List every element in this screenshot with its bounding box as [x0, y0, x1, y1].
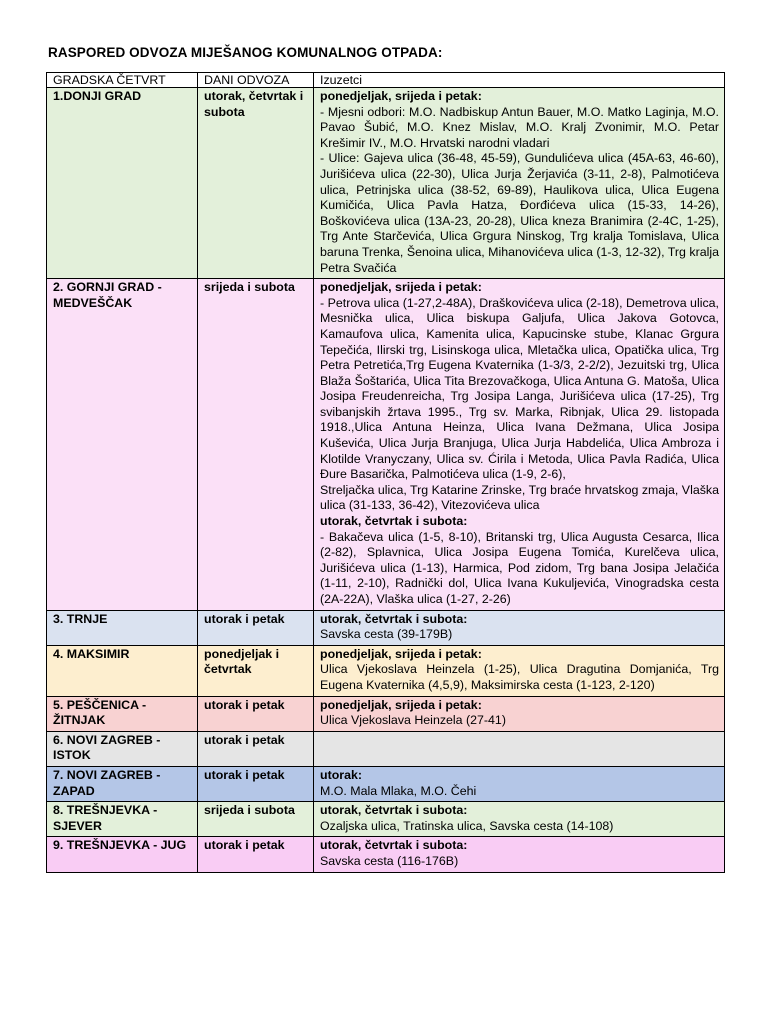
exception-days-heading: utorak, četvrtak i subota: — [320, 611, 468, 626]
days-cell: utorak, četvrtak i subota — [198, 88, 314, 279]
district-cell: 3. TRNJE — [47, 610, 198, 645]
district-cell: 4. MAKSIMIR — [47, 645, 198, 696]
exception-streets: Ulica Vjekoslava Heinzela (1-25), Ulica Dragutina Domjanića, Trg Eugena Kvaternika (4,5,9), Maksimirska cesta (1-123, 2-120) — [320, 662, 719, 692]
district-cell: 1.DONJI GRAD — [47, 88, 198, 279]
exception-days-heading: ponedjeljak, srijeda i petak: — [320, 280, 482, 295]
days-cell: utorak i petak — [198, 837, 314, 872]
exception-streets: - Ulice: Gajeva ulica (36-48, 45-59), Gundulićeva ulica (45A-63, 46-60), Jurišićeva ulica (22-30), Ulica Jurja Žerjavića (3-11, 2-8), Palmotićeva ulica, Petrinjska ulica (38-52, 69-89), Haulikova ulica, Ulica Eugena Kumičića, Ulica Pavla Hatza, Đorđićeva ulica (15-33, 14-26), Boškovićeva ulica (13A-23, 20-28), Ulica kneza Branimira (2-4C, 1-25), Trg Ante Starčevića, Ulica Grgura Ninskog, Trg kralja Tomislava, Ulica baruna Trenka, Šenoina ulica, Mihanovićeva ulica (1-3, 12-32), Trg kralja Petra Svačića — [320, 151, 719, 275]
exceptions-cell — [314, 837, 725, 872]
exceptions-cell — [314, 802, 725, 837]
collection-schedule-table — [46, 72, 725, 873]
exception-days-heading: utorak, četvrtak i subota: — [320, 838, 468, 853]
district-cell: 6. NOVI ZAGREB - ISTOK — [47, 731, 198, 766]
exception-streets: Streljačka ulica, Trg Katarine Zrinske, Trg braće hrvatskog zmaja, Vlaška ulica (31-133, 36-42), Vitezovićeva ulica — [320, 482, 719, 513]
exceptions-cell — [314, 279, 725, 610]
district-cell: 9. TREŠNJEVKA - JUG — [47, 837, 198, 872]
exception-streets: Savska cesta (39-179B) — [320, 627, 453, 642]
exception-days-heading: utorak: — [320, 767, 362, 782]
table-row — [47, 837, 725, 872]
exceptions-cell — [314, 696, 725, 731]
table-row — [47, 696, 725, 731]
days-cell: srijeda i subota — [198, 279, 314, 610]
table-row — [47, 645, 725, 696]
exceptions-cell — [314, 766, 725, 801]
table-header-row — [47, 73, 725, 88]
exception-days-heading: ponedjeljak, srijeda i petak: — [320, 646, 482, 661]
days-cell: ponedjeljak i četvrtak — [198, 645, 314, 696]
table-row — [47, 766, 725, 801]
exception-streets: Ozaljska ulica, Tratinska ulica, Savska cesta (14-108) — [320, 818, 614, 833]
exception-streets: Savska cesta (116-176B) — [320, 853, 459, 868]
exceptions-cell — [314, 731, 725, 766]
document-title: RASPORED ODVOZA MIJEŠANOG KOMUNALNOG OTPADA: — [48, 45, 443, 60]
district-cell: 2. GORNJI GRAD - MEDVEŠČAK — [47, 279, 198, 610]
days-cell: srijeda i subota — [198, 802, 314, 837]
exception-days-heading: utorak, četvrtak i subota: — [320, 514, 468, 529]
exception-streets: - Bakačeva ulica (1-5, 8-10), Britanski trg, Ulica Augusta Cesarca, Ilica (2-82), Splavnica, Ulica Josipa Eugena Tomića, Kurelčeva ulica, Jurišićeva ulica (1-13), Harmica, Pod zidom, Trg bana Josipa Jelačića (1-11, 2-10), Radnički dol, Ulica Ivana Kukuljevića, Vinogradska cesta (2A-22A), Vlaška ulica (1-27, 2-26) — [320, 529, 719, 606]
exception-streets: M.O. Mala Mlaka, M.O. Čehi — [320, 783, 477, 798]
table-row — [47, 610, 725, 645]
district-cell: 7. NOVI ZAGREB - ZAPAD — [47, 766, 198, 801]
table-row — [47, 731, 725, 766]
table-row — [47, 802, 725, 837]
exception-streets: Ulica Vjekoslava Heinzela (27-41) — [320, 713, 506, 728]
exception-days-heading: ponedjeljak, srijeda i petak: — [320, 697, 482, 712]
district-cell: 8. TREŠNJEVKA - SJEVER — [47, 802, 198, 837]
table-body — [47, 88, 725, 873]
exception-days-heading: ponedjeljak, srijeda i petak: — [320, 89, 482, 103]
district-cell: 5. PEŠČENICA - ŽITNJAK — [47, 696, 198, 731]
header-exceptions: Izuzetci — [314, 73, 725, 88]
days-cell: utorak i petak — [198, 731, 314, 766]
days-cell: utorak i petak — [198, 696, 314, 731]
days-cell: utorak i petak — [198, 610, 314, 645]
exception-streets: - Petrova ulica (1-27,2-48A), Draškovićeva ulica (2-18), Demetrova ulica, Mesnička ulica, Ulica biskupa Galjufa, Ulica Jakova Gotovca, Kamaufova ulica, Kamenita ulica, Kapucinske stube, Klanac Grgura Tepečića, Ilirski trg, Lisinskoga ulica, Mletačka ulica, Opatička ulica, Trg Petra Petretića,Trg Eugena Kvaternika (1-3/3, 2-2/2), Jezuitski trg, Ulica Blaža Šoštarića, Ulica Tita Brezovačkoga, Ulica Antuna G. Matoša, Ulica Josipa Freudenreicha, Trg Josipa Langa, Jurišićeva ulica (17-25), Trg svibanjskih žrtava 1995., Trg sv. Marka, Ribnjak, Ulica 29. listopada 1918.,Ulica Antuna Heinza, Ulica Ivana Dežmana, Ulica Josipa Kuševića, Ulica Jurja Branjuga, Ulica Jurja Habdelića, Ulica Ambroza i Klotilde Vranyczany, Ulica sv. Ćirila i Metoda, Ulica Pavla Radića, Ulica Đure Basaričkа, Palmotićeva ulica (1-9, 2-6), — [320, 295, 719, 482]
exceptions-cell — [314, 610, 725, 645]
exceptions-cell — [314, 88, 725, 279]
table-row — [47, 88, 725, 279]
exceptions-cell — [314, 645, 725, 696]
exception-streets: - Mjesni odbori: M.O. Nadbiskup Antun Bauer, M.O. Matko Laginja, M.O. Pavao Šubić, M.O. Knez Mislav, M.O. Kralj Zvonimir, M.O. Petar Krešimir IV., M.O. Hrvatski narodni vladari — [320, 104, 719, 150]
table-row — [47, 279, 725, 610]
days-cell: utorak i petak — [198, 766, 314, 801]
header-district: GRADSKA ČETVRT — [47, 73, 198, 88]
exception-days-heading: utorak, četvrtak i subota: — [320, 803, 468, 818]
header-days: DANI ODVOZA — [198, 73, 314, 88]
